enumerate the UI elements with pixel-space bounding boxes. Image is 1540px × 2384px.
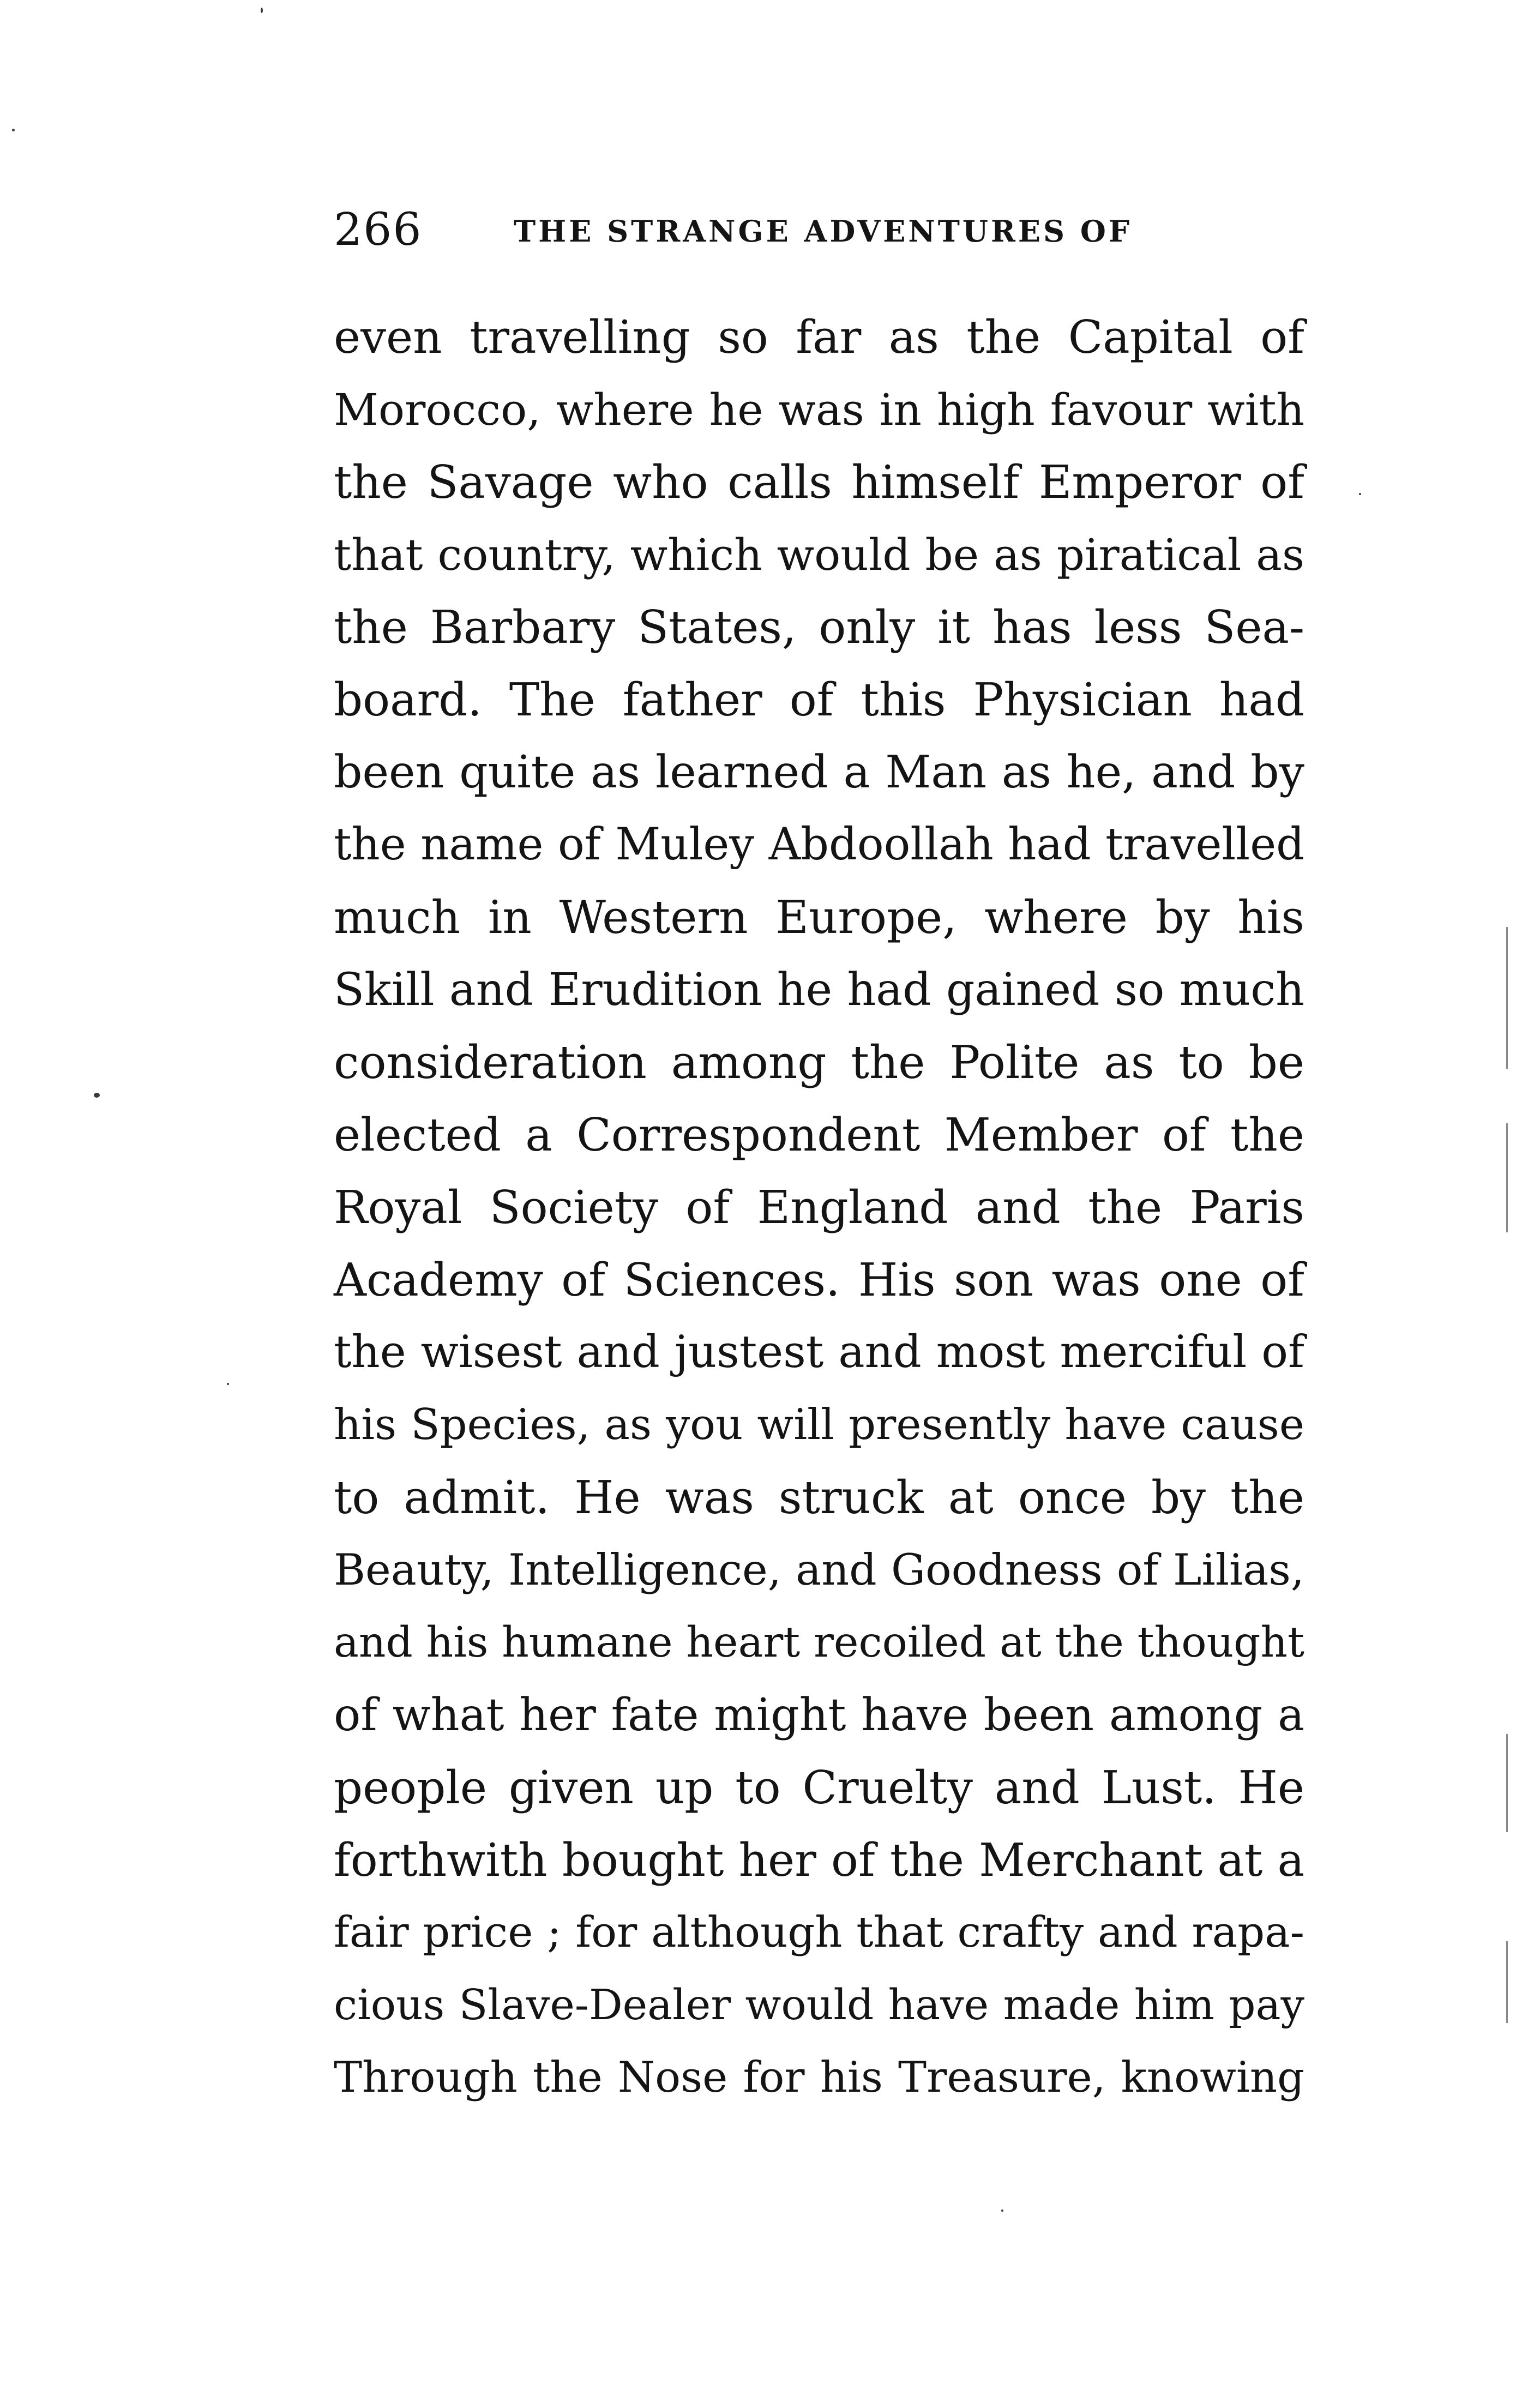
text-line: of what her fate might have been among a (334, 1689, 1304, 1741)
margin-rule (1506, 927, 1508, 1069)
scan-speck (261, 8, 263, 13)
margin-rule (1506, 1941, 1508, 2023)
text-line: the wisest and justest and most merciful of (334, 1327, 1304, 1378)
text-line: to admit. He was struck at once by the (334, 1471, 1304, 1524)
text-line: much in Western Europe, where by his (334, 891, 1304, 944)
page-number: 266 (334, 204, 423, 256)
text-line: Skill and Erudition he had gained so much (334, 964, 1304, 1016)
text-line: board. The father of this Physician had (334, 673, 1304, 726)
text-line: the Savage who calls himself Emperor of (334, 456, 1304, 509)
text-line: elected a Correspondent Member of the (334, 1109, 1304, 1161)
text-line: Morocco, where he was in high favour with (334, 384, 1304, 435)
text-line: Royal Society of England and the Paris (334, 1181, 1304, 1234)
scan-speck (1001, 2210, 1003, 2212)
text-line: the name of Muley Abdoollah had travelled (334, 819, 1304, 870)
text-line: cious Slave-Dealer would have made him pay (334, 1981, 1304, 2030)
running-title: THE STRANGE ADVENTURES OF (514, 214, 1133, 249)
scan-speck (12, 129, 15, 131)
body-text (334, 301, 1304, 2114)
text-line: Academy of Sciences. His son was one of (334, 1254, 1304, 1307)
text-line: consideration among the Polite as to be (334, 1036, 1304, 1089)
margin-rule (1506, 1123, 1508, 1232)
scan-speck (94, 1093, 100, 1098)
text-line: his Species, as you will presently have cause (334, 1400, 1304, 1449)
text-line: Through the Nose for his Treasure, knowing (334, 2053, 1304, 2102)
scan-speck (1359, 493, 1361, 495)
text-line: even travelling so far as the Capital of (334, 311, 1304, 364)
text-line: people given up to Cruelty and Lust. He (334, 1761, 1304, 1814)
text-line: and his humane heart recoiled at the thought (334, 1618, 1304, 1667)
running-head (334, 203, 1304, 257)
text-line: Beauty, Intelligence, and Goodness of Lilias, (334, 1545, 1304, 1595)
scan-speck (227, 1383, 229, 1385)
text-line: the Barbary States, only it has less Sea- (334, 601, 1304, 654)
text-line: fair price ; for although that crafty and rapa- (334, 1908, 1304, 1957)
text-line: that country, which would be as piratical as (334, 529, 1304, 580)
text-line: forthwith bought her of the Merchant at a (334, 1834, 1304, 1887)
text-line: been quite as learned a Man as he, and by (334, 746, 1304, 798)
margin-rule (1506, 1734, 1508, 1832)
